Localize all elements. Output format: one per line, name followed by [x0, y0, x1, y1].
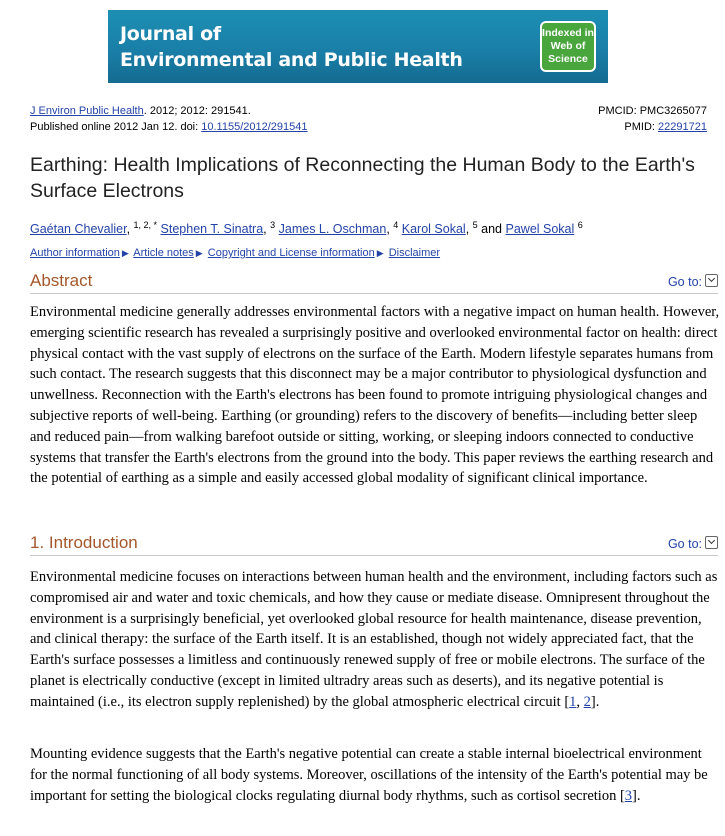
- article-notes-link[interactable]: Article notes: [133, 247, 194, 259]
- reference-link[interactable]: 2: [583, 693, 591, 710]
- volume-info: . 2012; 2012: 291541.: [143, 105, 251, 117]
- triangle-right-icon: ▶: [195, 248, 203, 258]
- abstract-text: Environmental medicine generally addresses environmental factors with a negative impact on human health. However, emerging scientific research has revealed a surprisingly positive and overlooked environmental factor on health: direct physical contact with the vast supply of electrons on the surface of the Earth. Modern lifestyle separates humans from such contact. The research suggests that this disconnect may be a major contributor to physiological dysfunction and unwellness. Reconnection with the Earth's electrons has been found to promote intriguing physiological changes and subjective reports of well-being. Earthing (or grounding) refers to the discovery of benefits—including better sleep and reduced pain—from walking barefoot outside or sitting, working, or sleeping indoors connected to conductive systems that transfer the Earth's electrons from the ground into the body. This paper reviews the earthing research and the potential of earthing as a simple and easily accessed global modality of significant clinical importance.: [30, 304, 720, 487]
- author-link[interactable]: Pawel Sokal: [505, 222, 575, 237]
- author-link[interactable]: James L. Oschman: [278, 222, 387, 237]
- author-affiliation: 1, 2, *: [133, 220, 158, 230]
- published-line: [30, 119, 308, 135]
- pmcid-value: PMC3265077: [639, 105, 707, 117]
- introduction-paragraph-2: Mounting evidence suggests that the Earth's negative potential can create a stable internal bioelectrical environment for the normal functioning of all body systems. Moreover, oscillations of the intensity of the Earth's potential may be important for setting the biological clocks regulating diurnal body rhythms, such as cortisol secretion [3].: [30, 746, 708, 804]
- abstract-section-header: [30, 271, 718, 294]
- triangle-right-icon: ▶: [121, 248, 129, 258]
- author-affiliation: 6: [577, 220, 583, 230]
- copyright-license-link[interactable]: Copyright and License information: [207, 247, 375, 259]
- disclaimer-link[interactable]: Disclaimer: [388, 247, 441, 259]
- author-affiliation: 5: [472, 220, 478, 230]
- citation-info: [30, 103, 308, 135]
- author-affiliation: 4: [393, 220, 399, 230]
- pmid-line: [598, 119, 707, 135]
- abstract-heading: Abstract: [30, 271, 93, 290]
- goto-menu[interactable]: [668, 274, 718, 289]
- authors-and: and: [481, 222, 503, 237]
- article-info-links: [30, 246, 440, 260]
- goto-label: Go to:: [667, 537, 702, 551]
- published-prefix: Published online 2012 Jan 12. doi:: [30, 121, 202, 133]
- author-affiliation: 3: [270, 220, 276, 230]
- paragraph-text: Mounting evidence suggests that the Earth's negative potential can create a stable internal bioelectrical environment for the normal functioning of all body systems. Moreover, oscillations of the intensity of the Earth's potential may be important for setting the biological clocks regulating diurnal body rhythms, such as cortisol secretion: [30, 746, 708, 804]
- goto-menu[interactable]: [668, 536, 718, 551]
- introduction-heading: 1. Introduction: [30, 533, 138, 552]
- author-link[interactable]: Stephen T. Sinatra: [160, 222, 264, 237]
- introduction-section-header: [30, 533, 718, 556]
- citation-line: [30, 103, 308, 119]
- pmid-label: PMID:: [624, 121, 659, 133]
- journal-title-logo: [120, 21, 463, 73]
- article-title: Earthing: Health Implications of Reconnecting the Human Body to the Earth's Surface Electrons: [30, 154, 695, 202]
- reference-link[interactable]: 3: [624, 787, 633, 804]
- identifiers: [598, 103, 707, 135]
- journal-banner[interactable]: [108, 10, 608, 83]
- author-information-link[interactable]: Author information: [30, 247, 120, 259]
- journal-title-line2: Environmental and Public Health: [120, 49, 463, 71]
- pmcid-line: [598, 103, 707, 119]
- triangle-right-icon: ▶: [376, 248, 384, 258]
- author-link[interactable]: Gaétan Chevalier: [30, 222, 127, 237]
- pmid-link[interactable]: 22291721: [658, 121, 707, 133]
- journal-link[interactable]: J Environ Public Health: [30, 105, 144, 117]
- reference-link[interactable]: 1: [569, 693, 577, 710]
- pmcid-label: PMCID:: [598, 105, 640, 117]
- chevron-down-icon[interactable]: [705, 274, 718, 287]
- introduction-paragraph-1: Environmental medicine focuses on interactions between human health and the environment, including factors such as compromised air and water and toxic chemicals, and how they cause or mediate disease. Omnipresent throughout the environment is a surprisingly beneficial, yet overlooked global resource for health maintenance, disease prevention, and clinical therapy: the surface of the Earth itself. It is an established, though not widely appreciated fact, that the Earth's surface possesses a limitless and continuously renewed supply of free or mobile electrons. The surface of the planet is electrically conductive (except in limited ultradry areas such as deserts), and its negative potential is maintained (i.e., its electron supply replenished) by the global atmospheric electrical circuit [1, 2].: [30, 569, 718, 710]
- paragraph-text: Environmental medicine focuses on interactions between human health and the environment, including factors such as compromised air and water and toxic chemicals, and how they cause or mediate disease. Omnipresent throughout the environment is a surprisingly beneficial, yet overlooked global resource for health maintenance, disease prevention, and clinical therapy: the surface of the Earth itself. It is an established, though not widely appreciated fact, that the Earth's surface possesses a limitless and continuously renewed supply of free or mobile electrons. The surface of the planet is electrically conductive (except in limited ultradry areas such as deserts), and its negative potential is maintained (i.e., its electron supply replenished) by the global atmospheric electrical circuit: [30, 569, 718, 710]
- author-link[interactable]: Karol Sokal: [401, 222, 466, 237]
- goto-label: Go to:: [667, 275, 702, 289]
- doi-link[interactable]: 10.1155/2012/291541: [201, 121, 308, 133]
- journal-title-line1: Journal of: [120, 23, 221, 45]
- web-of-science-badge: Indexed in Web of Science: [540, 21, 596, 72]
- chevron-down-icon[interactable]: [705, 536, 718, 549]
- author-list: Gaétan Chevalier, $^{1, 2, *}$ Stephen T. Sinatra, $^3$ James L. Oschman, $^4$ Karol Sokal, $^5$ and Pawel Sokal $^6$: [30, 220, 583, 237]
